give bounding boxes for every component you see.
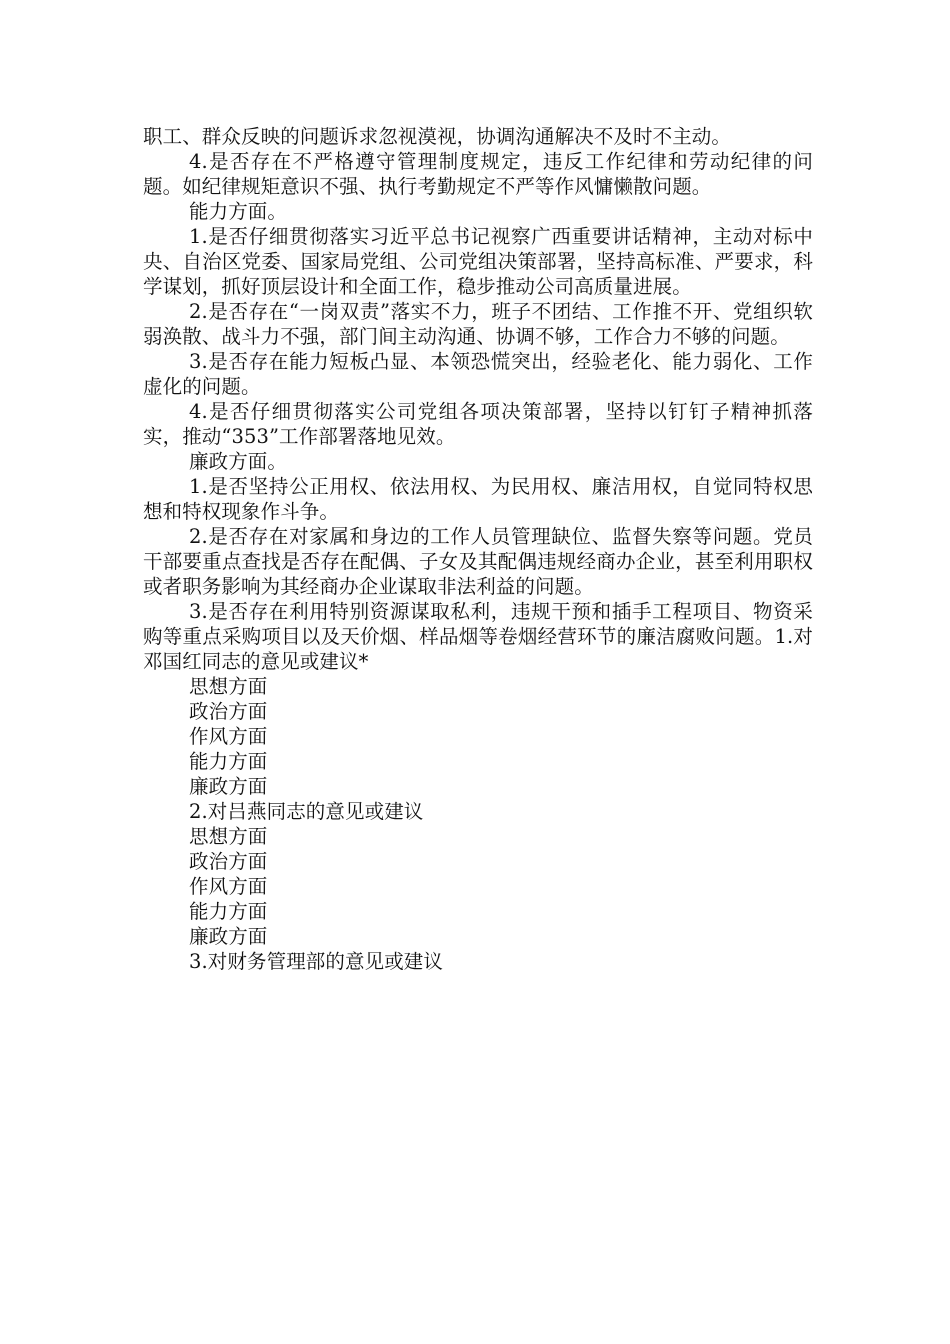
document-body xyxy=(143,124,813,974)
paragraph-9: 1.是否坚持公正用权、依法用权、为民用权、廉洁用权，自觉同特权思想和特权现象作斗争。 xyxy=(143,475,813,523)
list-item: 思想方面 xyxy=(189,675,268,698)
list-item: 作风方面 xyxy=(189,725,268,748)
list-item: 能力方面 xyxy=(189,750,268,773)
paragraph-6: 3.是否存在能力短板凸显、本领恐慌突出，经验老化、能力弱化、工作虚化的问题。 xyxy=(143,350,813,398)
paragraph-4: 1.是否仔细贯彻落实习近平总书记视察广西重要讲话精神，主动对标中央、自治区党委、国家局党组、公司党组决策部署，坚持高标准、严要求，科学谋划，抓好顶层设计和全面工作，稳步推动公司高质量进展。 xyxy=(143,225,813,298)
list-heading: 3.对财务管理部的意见或建议 xyxy=(189,950,444,973)
list-item: 政治方面 xyxy=(189,850,268,873)
list-heading: 2.对吕燕同志的意见或建议 xyxy=(189,800,424,823)
paragraph-1: 职工、群众反映的问题诉求忽视漠视，协调沟通解决不及时不主动。 xyxy=(143,125,732,148)
list-item: 作风方面 xyxy=(189,875,268,898)
list-item: 廉政方面 xyxy=(189,925,268,948)
paragraph-2: 4.是否存在不严格遵守管理制度规定，违反工作纪律和劳动纪律的问题。如纪律规矩意识不强、执行考勤规定不严等作风慵懒散问题。 xyxy=(143,150,813,198)
list-item: 廉政方面 xyxy=(189,775,268,798)
section-heading-integrity: 廉政方面。 xyxy=(189,450,288,473)
paragraph-11: 3.是否存在利用特别资源谋取私利，违规干预和插手工程项目、物资采购等重点采购项目以及天价烟、样品烟等卷烟经营环节的廉洁腐败问题。1.对邓国红同志的意见或建议* xyxy=(143,600,813,673)
paragraph-7: 4.是否仔细贯彻落实公司党组各项决策部署，坚持以钉钉子精神抓落实，推动“353”工作部署落地见效。 xyxy=(143,400,813,448)
list-item: 政治方面 xyxy=(189,700,268,723)
paragraph-10: 2.是否存在对家属和身边的工作人员管理缺位、监督失察等问题。党员干部要重点查找是否存在配偶、子女及其配偶违规经商办企业，甚至利用职权或者职务影响为其经商办企业谋取非法利益的问题。 xyxy=(143,525,813,598)
list-item: 思想方面 xyxy=(189,825,268,848)
paragraph-5: 2.是否存在“一岗双责”落实不力，班子不团结、工作推不开、党组织软弱涣散、战斗力不强，部门间主动沟通、协调不够，工作合力不够的问题。 xyxy=(143,300,813,348)
section-heading-ability: 能力方面。 xyxy=(189,200,288,223)
list-item: 能力方面 xyxy=(189,900,268,923)
